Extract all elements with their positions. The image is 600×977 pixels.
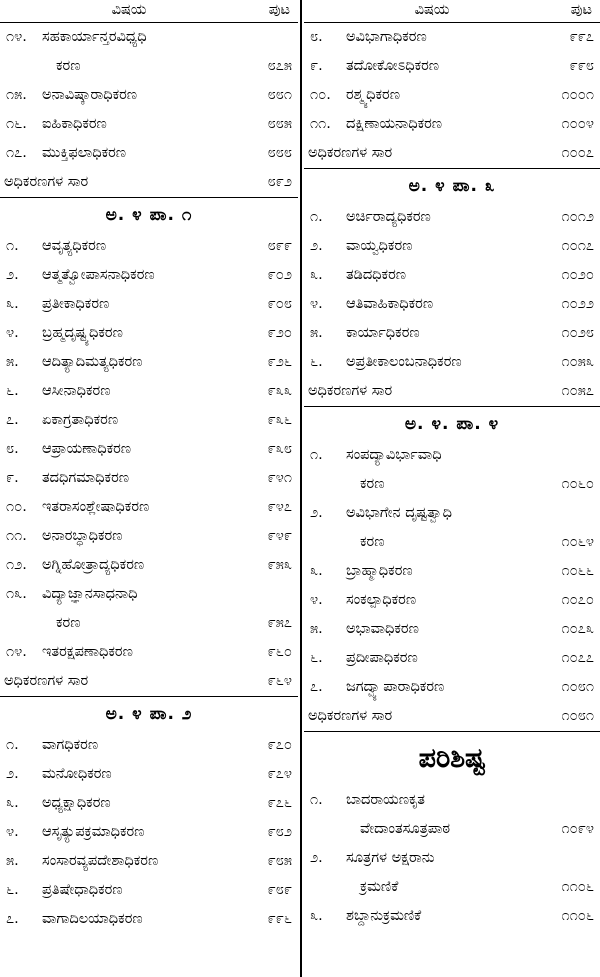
entry-number: ೨. (310, 850, 323, 866)
page-number: ೧೦೬೦ (561, 476, 594, 492)
entry-title: ವಾಗಾದಿಲಯಾಧಿಕರಣ (42, 911, 143, 927)
entry-number: ೧೦. (310, 87, 331, 103)
summary-row (304, 702, 600, 732)
page-number: ೯೮೯ (267, 882, 292, 898)
entry-title: ಸಂಕಲ್ಪಾಧಿಕರಣ (346, 592, 417, 608)
toc-entry (304, 902, 600, 931)
entry-number: ೧. (310, 447, 323, 463)
entry-number: ೧೭. (6, 145, 27, 161)
entry-number: ೧೩. (6, 586, 27, 602)
entry-title: ಪ್ರತಿಷೇಧಾಧಿಕರಣ (42, 882, 123, 898)
toc-entry (0, 493, 298, 522)
page-number: ೯೩೬ (267, 412, 292, 428)
toc-entry (304, 873, 600, 902)
toc-entry (304, 52, 600, 81)
page-number: ೮೯೯ (267, 238, 292, 254)
toc-entry (0, 52, 298, 81)
page-number: ೧೧೦೬ (561, 908, 594, 924)
entry-number: ೩. (310, 908, 323, 924)
entry-title: ಅಪ್ರತೀಕಾಲಂಬನಾಧಿಕರಣ (346, 354, 462, 370)
entry-number: ೬. (310, 354, 323, 370)
entry-number: ೩. (6, 795, 19, 811)
entry-title: ಅರ್ಚಿರಾದ್ಯಧಿಕರಣ (346, 209, 431, 225)
entry-title: ವಿದ್ಯಾಜ್ಞಾನಸಾಧನಾಧಿ (42, 586, 138, 602)
toc-entry (0, 731, 298, 760)
entry-title: ವಾಯ್ವಧಿಕರಣ (346, 238, 413, 254)
entry-number: ೧. (6, 238, 19, 254)
entry-title: ಆದಿತ್ಯಾದಿಮತ್ಯಧಿಕರಣ (42, 354, 143, 370)
toc-entry (304, 261, 600, 290)
entry-number: ೧೧. (6, 528, 27, 544)
summary-row (0, 667, 298, 697)
entry-title: ಅನಾರಬ್ಧಾಧಿಕರಣ (42, 528, 123, 544)
entry-number: ೧೧. (310, 116, 331, 132)
toc-entry (0, 81, 298, 110)
entry-number: ೧೨. (6, 557, 27, 573)
page-number: ೧೦೦೭ (561, 145, 594, 161)
toc-entry (0, 638, 298, 667)
page-number: ೧೦೮೧ (561, 708, 594, 724)
entry-title: ಸಂಪದ್ಯಾವಿರ್ಭಾವಾಧಿ (346, 447, 442, 463)
entry-title: ಸಂಸಾರವ್ಯಪದೇಶಾಧಿಕರಣ (42, 853, 159, 869)
toc-entry (0, 789, 298, 818)
toc-entry (304, 644, 600, 673)
page-number: ೧೦೭೩ (561, 621, 594, 637)
entry-title: ವೇದಾಂತಸೂತ್ರಪಾಠ (360, 821, 450, 837)
entry-title: ತದೋಕೋಽಧಿಕರಣ (346, 58, 440, 74)
page-number: ೯೬೦ (267, 644, 292, 660)
left-column-header (0, 0, 298, 23)
entry-number: ೬. (6, 882, 19, 898)
entry-title: ಅಗ್ನಿಹೋತ್ರಾದ್ಯಧಿಕರಣ (42, 557, 145, 573)
entry-title: ಶಬ್ದಾನುಕ್ರಮಣಿಕೆ (346, 908, 422, 924)
page-number: ೯೭೦ (267, 737, 292, 753)
right-column (304, 0, 600, 977)
page-number: ೧೦೧೭ (561, 238, 594, 254)
entry-title: ಸಹಕಾರ್ಯಾನ್ತರವಿಧ್ಯಧಿ (42, 29, 147, 45)
toc-entry (304, 23, 600, 52)
entry-title: ಬ್ರಾಹ್ಮಾಧಿಕರಣ (346, 563, 413, 579)
section-heading: ಅ. ೪ ಪಾ. ೩ (408, 176, 496, 196)
entry-number: ೫. (310, 621, 323, 637)
subject-heading: ವಿಷಯ (414, 2, 450, 18)
entry-number: ೭. (6, 911, 19, 927)
entry-number: ೫. (310, 325, 323, 341)
page-number: ೯೭೪ (267, 766, 292, 782)
entry-number: ೬. (310, 650, 323, 666)
entry-title: ಆಪ್ರಾಯಣಾಧಿಕರಣ (42, 441, 132, 457)
entry-number: ೧೫. (6, 87, 27, 103)
entry-number: ೭. (310, 679, 323, 695)
entry-title: ತದಧಿಗಮಾಧಿಕರಣ (42, 470, 130, 486)
page-number: ೮೮೮ (267, 145, 292, 161)
summary-row (304, 377, 600, 407)
page-number: ೯೦೮ (267, 296, 292, 312)
entry-number: ೧. (310, 792, 323, 808)
page-number: ೯೫೭ (267, 615, 292, 631)
toc-entry (304, 348, 600, 377)
entry-title: ಪ್ರದೀಪಾಧಿಕರಣ (346, 650, 418, 666)
summary-title: ಅಧಿಕರಣಗಳ ಸಾರ (308, 708, 393, 724)
toc-entry (304, 673, 600, 702)
entry-number: ೧೦. (6, 499, 27, 515)
toc-entry (304, 557, 600, 586)
toc-entry (0, 319, 298, 348)
page-number: ೯೯೮ (569, 58, 594, 74)
page-number: ೯೨೬ (267, 354, 292, 370)
page-number: ೯೬೪ (267, 673, 292, 689)
toc-entry (0, 406, 298, 435)
toc-entry (0, 818, 298, 847)
page-number: ೧೦೬೬ (561, 563, 594, 579)
toc-entry (304, 110, 600, 139)
page-number: ೯೮೫ (267, 853, 292, 869)
left-toc-list (0, 23, 298, 934)
entry-number: ೮. (310, 29, 323, 45)
page-number: ೧೦೨೮ (561, 325, 594, 341)
entry-title: ಕ್ರಮಣಿಕೆ (360, 879, 399, 895)
page-number: ೯೮೨ (267, 824, 292, 840)
entry-title: ಅವಿಭಾಗೇನ ದೃಷ್ಟತ್ವಾಧಿ (346, 505, 452, 521)
toc-entry (0, 290, 298, 319)
entry-title: ಮನೋಧಿಕರಣ (42, 766, 112, 782)
entry-number: ೨. (6, 267, 19, 283)
entry-title: ಆತಿವಾಹಿಕಾಧಿಕರಣ (346, 296, 434, 312)
page-number: ೯೫೩ (267, 557, 292, 573)
page-number: ೮೮೫ (267, 116, 292, 132)
page-number: ೧೦೨೨ (561, 296, 594, 312)
toc-entry (304, 528, 600, 557)
entry-number: ೧. (310, 209, 323, 225)
toc-entry (0, 377, 298, 406)
entry-title: ಕರಣ (56, 615, 81, 631)
entry-number: ೪. (310, 592, 323, 608)
toc-entry (0, 522, 298, 551)
page-number: ೯೯೭ (569, 29, 594, 45)
entry-title: ಆಸೃತ್ಯುಪಕ್ರಮಾಧಿಕರಣ (42, 824, 145, 840)
entry-title: ಅವಿಭಾಗಾಧಿಕರಣ (346, 29, 427, 45)
toc-entry (304, 586, 600, 615)
page-number: ೧೦೫೩ (561, 354, 594, 370)
entry-title: ಸೂತ್ರಗಳ ಅಕ್ಷರಾನು (346, 850, 435, 866)
toc-entry (0, 261, 298, 290)
entry-number: ೯. (6, 470, 19, 486)
section-heading: ಅ. ೪ ಪಾ. ೧ (105, 205, 193, 225)
entry-title: ರಶ್ಮ್ಯಧಿಕರಣ (346, 87, 400, 103)
appendix-heading: ಪರಿಶಿಷ್ಟ (418, 743, 486, 774)
toc-entry (0, 232, 298, 261)
page-number: ೧೦೭೭ (561, 650, 594, 666)
toc-entry (0, 905, 298, 934)
entry-title: ಅಭಾವಾಧಿಕರಣ (346, 621, 419, 637)
entry-number: ೧. (6, 737, 19, 753)
toc-entry (304, 844, 600, 873)
page-number: ೧೦೦೧ (561, 87, 594, 103)
toc-entry (304, 499, 600, 528)
entry-number: ೧೬. (6, 116, 27, 132)
page-number: ೯೪೯ (267, 528, 292, 544)
toc-entry (304, 441, 600, 470)
entry-number: ೪. (6, 824, 19, 840)
entry-title: ಮುಕ್ತಿಫಲಾಧಿಕರಣ (42, 145, 127, 161)
toc-entry (0, 348, 298, 377)
summary-row (0, 168, 298, 198)
left-column (0, 0, 298, 977)
entry-number: ೭. (6, 412, 19, 428)
page-heading: ಪುಟ (268, 2, 290, 18)
page-number: ೧೦೯೪ (561, 821, 594, 837)
toc-entry (304, 615, 600, 644)
entry-title: ಬಾದರಾಯಣಕೃತ (346, 792, 425, 808)
page-number: ೯೦೨ (267, 267, 292, 283)
page-number: ೮೯೨ (267, 174, 292, 190)
entry-title: ಆತ್ಮತ್ವೋಪಾಸನಾಧಿಕರಣ (42, 267, 155, 283)
toc-entry (304, 815, 600, 844)
page-number: ೯೭೬ (267, 795, 292, 811)
toc-entry (0, 23, 298, 52)
toc-entry (0, 876, 298, 905)
page-number: ೯೪೭ (267, 499, 292, 515)
toc-entry (0, 847, 298, 876)
entry-title: ಇತರಾಸಂಶ್ಲೇಷಾಧಿಕರಣ (42, 499, 150, 515)
entry-title: ಅನಾವಿಷ್ಕಾರಾಧಿಕರಣ (42, 87, 138, 103)
page-number: ೧೦೬೪ (561, 534, 594, 550)
entry-title: ಕರಣ (360, 534, 385, 550)
entry-title: ಅಧ್ಯಕ್ಷಾಧಿಕರಣ (42, 795, 111, 811)
entry-number: ೨. (310, 238, 323, 254)
entry-title: ಏಕಾಗ್ರತಾಧಿಕರಣ (42, 412, 119, 428)
toc-entry (0, 760, 298, 789)
page-number: ೧೦೨೦ (561, 267, 594, 283)
summary-title: ಅಧಿಕರಣಗಳ ಸಾರ (4, 174, 89, 190)
section-heading: ಅ. ೪ ಪಾ. ೨ (105, 704, 193, 724)
toc-entry (0, 464, 298, 493)
entry-title: ದಕ್ಷಿಣಾಯನಾಧಿಕರಣ (346, 116, 443, 132)
page-number: ೧೧೦೬ (561, 879, 594, 895)
summary-title: ಅಧಿಕರಣಗಳ ಸಾರ (4, 673, 89, 689)
entry-number: ೪. (310, 296, 323, 312)
toc-entry (304, 232, 600, 261)
page-number: ೯೪೧ (267, 470, 292, 486)
toc-entry (0, 580, 298, 609)
entry-title: ಕರಣ (56, 58, 81, 74)
page-number: ೧೦೧೨ (561, 209, 594, 225)
entry-number: ೨. (6, 766, 19, 782)
toc-entry (304, 470, 600, 499)
toc-entry (304, 81, 600, 110)
entry-title: ಐಹಿಕಾಧಿಕರಣ (42, 116, 107, 132)
toc-entry (0, 139, 298, 168)
summary-row (304, 139, 600, 169)
page-number: ೧೦೫೭ (561, 383, 594, 399)
toc-entry (0, 551, 298, 580)
page-number: ೮೮೧ (267, 87, 292, 103)
page-number: ೮೭೫ (267, 58, 292, 74)
toc-entry (0, 110, 298, 139)
page-number: ೧೦೭೦ (561, 592, 594, 608)
page-number: ೯೨೦ (267, 325, 292, 341)
toc-entry (304, 319, 600, 348)
right-toc-list (304, 23, 600, 931)
toc-entry (0, 609, 298, 638)
entry-title: ಕರಣ (360, 476, 385, 492)
entry-title: ಇತರಕ್ಷಪಣಾಧಿಕರಣ (42, 644, 133, 660)
toc-entry (304, 203, 600, 232)
summary-title: ಅಧಿಕರಣಗಳ ಸಾರ (308, 145, 393, 161)
page-number: ೯೩೮ (267, 441, 292, 457)
entry-number: ೩. (310, 267, 323, 283)
entry-title: ಬ್ರಹ್ಮದೃಷ್ಟ್ಯಧಿಕರಣ (42, 325, 123, 341)
entry-number: ೯. (310, 58, 323, 74)
entry-title: ಆವೃತ್ಯಧಿಕರಣ (42, 238, 107, 254)
right-column-header (304, 0, 600, 23)
entry-number: ೫. (6, 354, 19, 370)
page-number: ೧೦೮೧ (561, 679, 594, 695)
subject-heading: ವಿಷಯ (111, 2, 147, 18)
page-number: ೯೯೬ (267, 911, 292, 927)
entry-number: ೧೪. (6, 29, 27, 45)
entry-title: ವಾಗಧಿಕರಣ (42, 737, 99, 753)
summary-title: ಅಧಿಕರಣಗಳ ಸಾರ (308, 383, 393, 399)
entry-number: ೪. (6, 325, 19, 341)
entry-number: ೩. (310, 563, 323, 579)
toc-entry (304, 786, 600, 815)
column-divider (300, 0, 302, 977)
entry-title: ತಡಿದಧಿಕರಣ (346, 267, 407, 283)
page-number: ೧೦೦೪ (561, 116, 594, 132)
page-heading: ಪುಟ (570, 2, 592, 18)
entry-title: ಜಗದ್ವ್ಯಾಪಾರಾಧಿಕರಣ (346, 679, 445, 695)
entry-number: ೫. (6, 853, 19, 869)
section-heading: ಅ. ೪. ಪಾ. ೪ (404, 414, 500, 434)
entry-title: ಪ್ರತೀಕಾಧಿಕರಣ (42, 296, 110, 312)
entry-title: ಆಸೀನಾಧಿಕರಣ (42, 383, 111, 399)
page-number: ೯೩೩ (267, 383, 292, 399)
entry-number: ೧೪. (6, 644, 27, 660)
toc-entry (304, 290, 600, 319)
entry-number: ೩. (6, 296, 19, 312)
entry-number: ೬. (6, 383, 19, 399)
toc-entry (0, 435, 298, 464)
entry-number: ೮. (6, 441, 19, 457)
entry-number: ೨. (310, 505, 323, 521)
entry-title: ಕಾರ್ಯಾಧಿಕರಣ (346, 325, 420, 341)
